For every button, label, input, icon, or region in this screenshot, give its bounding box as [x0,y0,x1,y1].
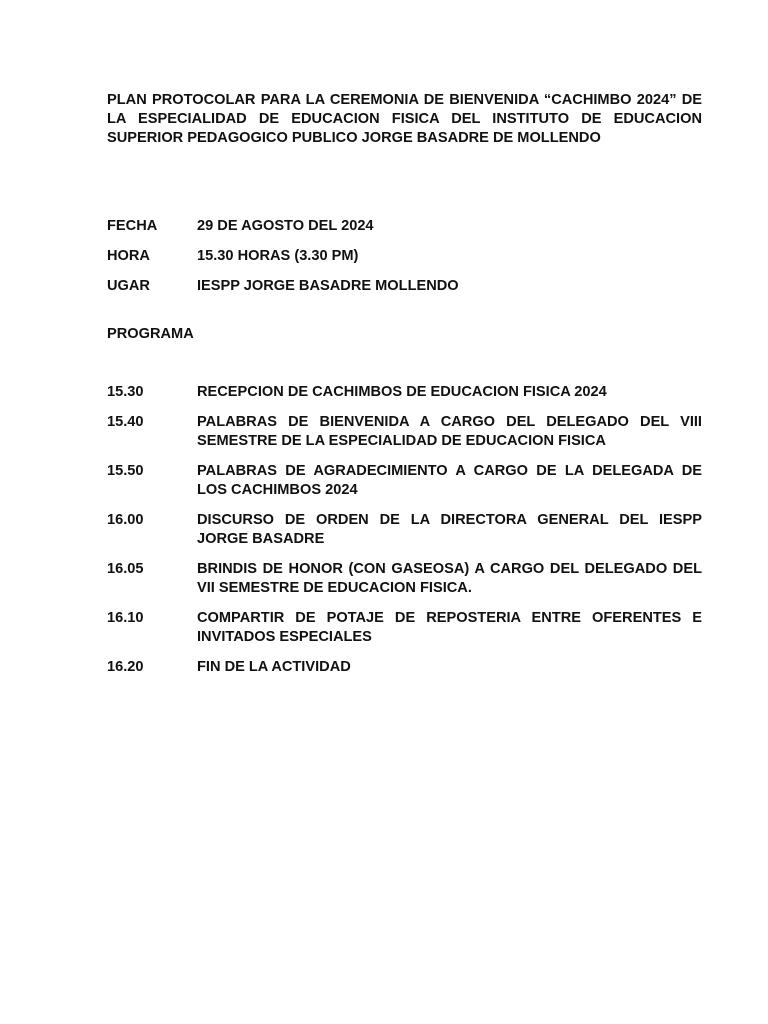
schedule-text: BRINDIS DE HONOR (CON GASEOSA) A CARGO DEL DELEGADO DEL VII SEMESTRE DE EDUCACION FISICA. [197,561,702,596]
schedule-list [107,383,702,677]
schedule-text: DISCURSO DE ORDEN DE LA DIRECTORA GENERAL DEL IESPP JORGE BASADRE [197,512,702,547]
info-label: HORA [107,248,150,264]
info-label: FECHA [107,218,158,234]
programa-heading: PROGRAMA [107,326,194,342]
event-info [107,217,702,296]
schedule-time: 16.00 [107,512,144,528]
schedule-time: 16.05 [107,561,144,577]
schedule-time: 16.10 [107,610,144,626]
info-value: 29 DE AGOSTO DEL 2024 [197,218,374,234]
info-value: 15.30 HORAS (3.30 PM) [197,248,359,264]
info-row-lugar [107,277,702,296]
schedule-item [107,413,702,451]
schedule-time: 15.30 [107,384,144,400]
schedule-text: FIN DE LA ACTIVIDAD [197,659,351,675]
info-row-hora [107,247,702,266]
info-value: IESPP JORGE BASADRE MOLLENDO [197,278,459,294]
schedule-item [107,658,702,677]
schedule-item [107,609,702,647]
document-title: PLAN PROTOCOLAR PARA LA CEREMONIA DE BIENVENIDA “CACHIMBO 2024” DE LA ESPECIALIDAD DE EDUCACION FISICA DEL INSTITUTO DE EDUCACION SUPERIOR PEDAGOGICO PUBLICO JORGE BASADRE DE MOLLENDO [107,92,702,146]
schedule-item [107,511,702,549]
schedule-time: 15.40 [107,414,144,430]
schedule-time: 16.20 [107,659,144,675]
schedule-item [107,462,702,500]
info-row-fecha [107,217,702,236]
document-page [107,91,702,688]
schedule-item [107,383,702,402]
schedule-text: PALABRAS DE BIENVENIDA A CARGO DEL DELEGADO DEL VIII SEMESTRE DE LA ESPECIALIDAD DE EDUCACION FISICA [197,414,702,449]
schedule-text: RECEPCION DE CACHIMBOS DE EDUCACION FISICA 2024 [197,384,607,400]
schedule-text: COMPARTIR DE POTAJE DE REPOSTERIA ENTRE OFERENTES E INVITADOS ESPECIALES [197,610,702,645]
info-label: UGAR [107,278,150,294]
schedule-text: PALABRAS DE AGRADECIMIENTO A CARGO DE LA DELEGADA DE LOS CACHIMBOS 2024 [197,463,702,498]
schedule-time: 15.50 [107,463,144,479]
schedule-item [107,560,702,598]
